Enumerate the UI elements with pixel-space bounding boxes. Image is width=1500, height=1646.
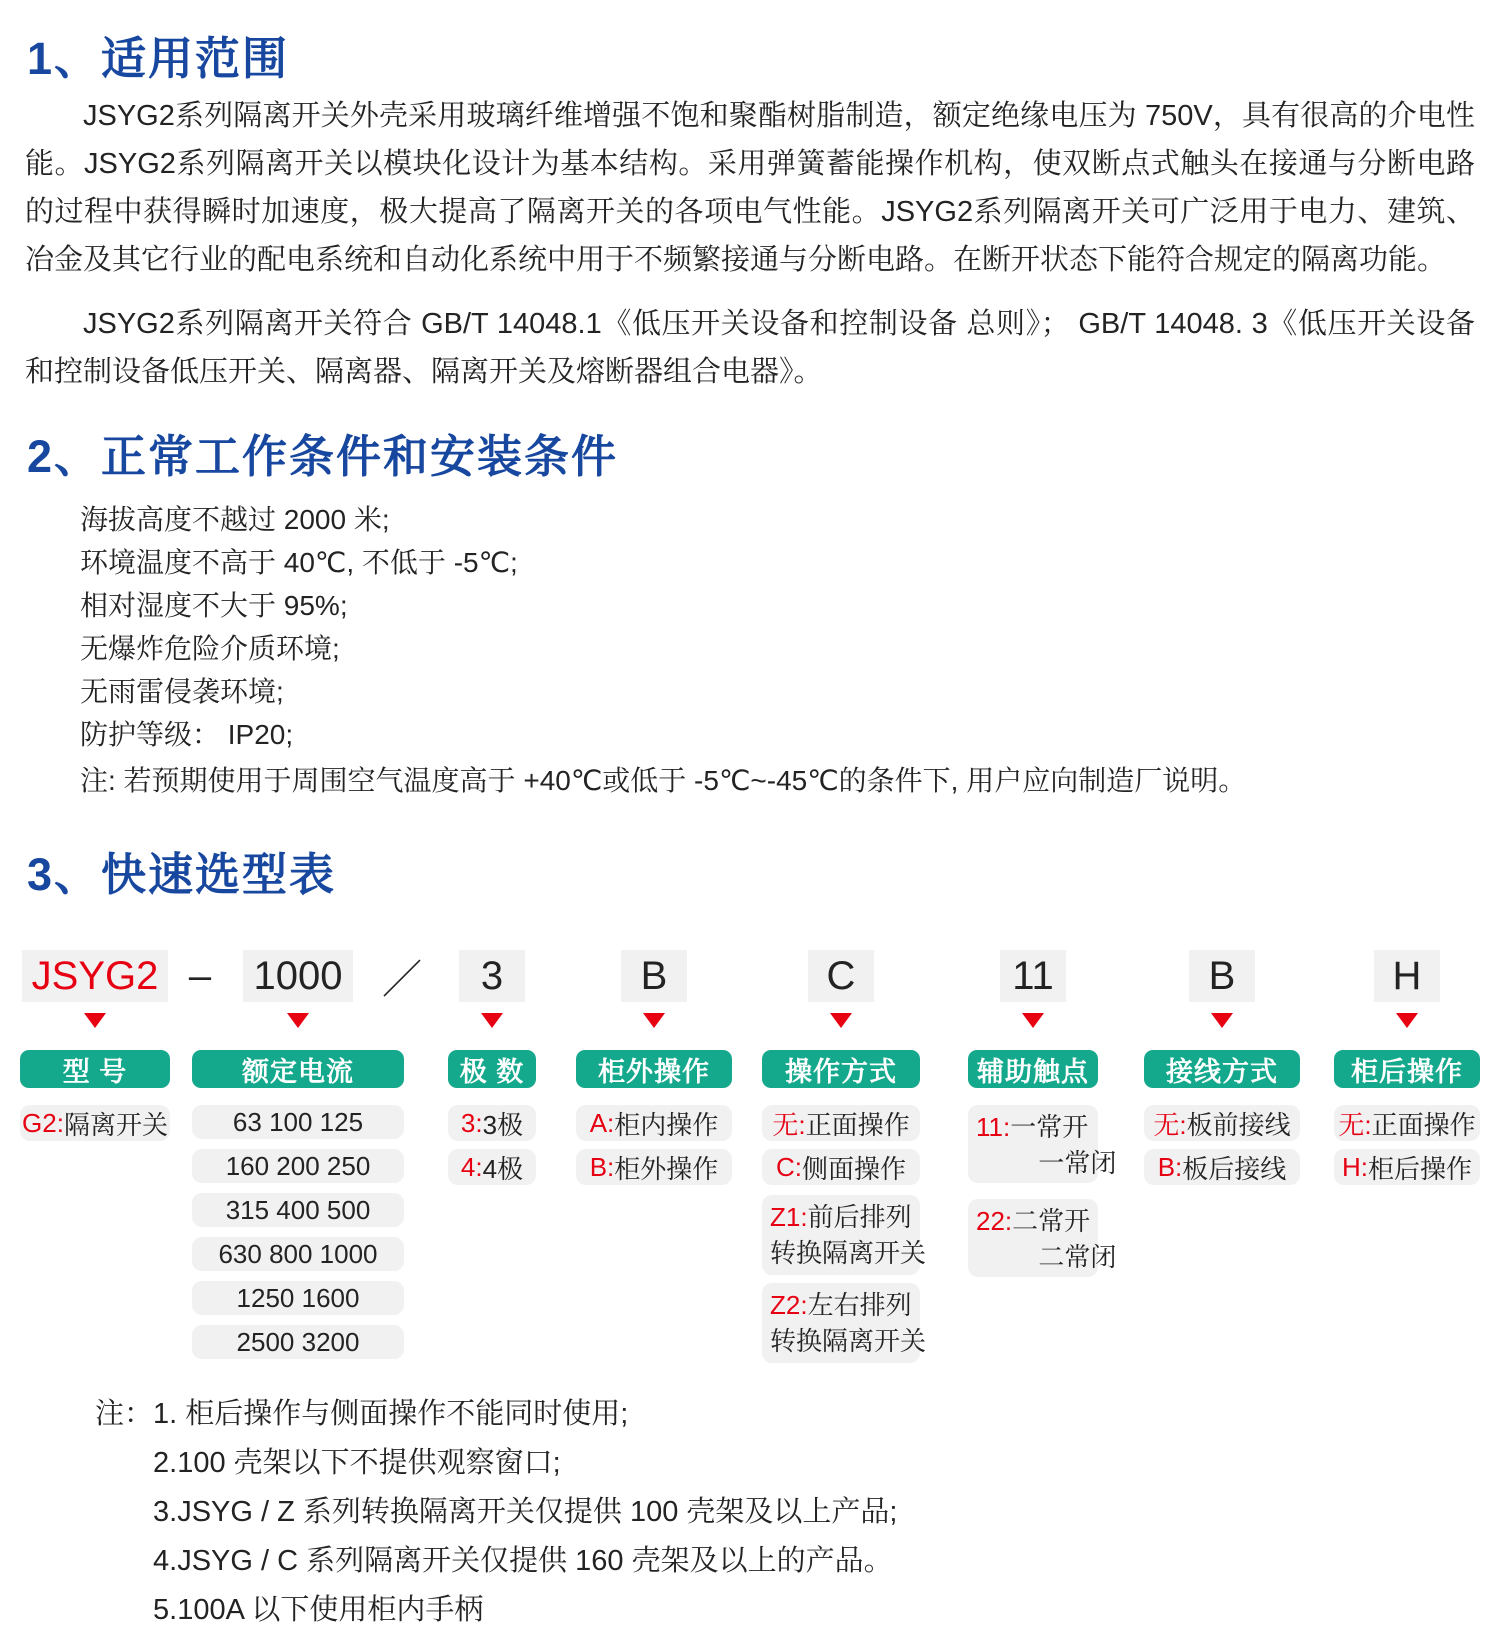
code-dash: – bbox=[188, 953, 212, 998]
option-box bbox=[192, 1237, 404, 1271]
option-label: 二常开 bbox=[1012, 1206, 1091, 1236]
column-header-opmode: 操作方式 bbox=[762, 1050, 920, 1088]
column-header-rear: 柜后操作 bbox=[1334, 1050, 1480, 1088]
option-code: 无: bbox=[1153, 1109, 1187, 1140]
option-box bbox=[968, 1199, 1117, 1277]
option-code: G2: bbox=[22, 1107, 64, 1138]
column-header-wiring: 接线方式 bbox=[1144, 1050, 1300, 1088]
option-code: C: bbox=[775, 1151, 802, 1182]
option-box bbox=[192, 1325, 404, 1359]
option-code: B: bbox=[589, 1151, 615, 1182]
option-label: 160 200 250 bbox=[225, 1150, 371, 1181]
option-label: 柜外操作 bbox=[614, 1153, 719, 1184]
code-opmode: C bbox=[808, 950, 874, 1002]
option-label: 前后排列 bbox=[807, 1202, 912, 1232]
option-box bbox=[1144, 1105, 1300, 1141]
option-code: Z1: bbox=[770, 1202, 808, 1232]
option-label: 柜后操作 bbox=[1367, 1153, 1472, 1184]
condition-item: 无爆炸危险介质环境; bbox=[80, 633, 340, 664]
column-header-model: 型 号 bbox=[20, 1050, 170, 1088]
option-box bbox=[448, 1105, 536, 1141]
code-aux: 11 bbox=[1000, 950, 1066, 1002]
option-label: 板后接线 bbox=[1182, 1153, 1287, 1184]
option-label: 柜内操作 bbox=[614, 1109, 719, 1140]
selection-notes bbox=[95, 1390, 897, 1635]
option-code: A: bbox=[589, 1107, 615, 1138]
option-label-line2: 转换隔离开关 bbox=[770, 1326, 927, 1356]
section1-paragraph-2: JSYG2系列隔离开关符合 GB/T 14048.1《低压开关设备和控制设备 总则》； GB/T 14048. 3《低压开关设备和控制设备低压开关、隔离器、隔离开关及熔断器组合电器》。 bbox=[25, 308, 1475, 388]
column-header-outside: 柜外操作 bbox=[576, 1050, 732, 1088]
option-box bbox=[448, 1149, 536, 1185]
notes-label: 注： bbox=[95, 1398, 154, 1430]
note-item: 2.100 壳架以下不提供观察窗口; bbox=[153, 1447, 561, 1479]
option-label: 1250 1600 bbox=[236, 1282, 360, 1313]
option-code: 3: bbox=[460, 1107, 483, 1138]
code-outside: B bbox=[621, 950, 687, 1002]
option-box bbox=[762, 1283, 927, 1363]
option-box bbox=[968, 1105, 1117, 1183]
option-label: 侧面操作 bbox=[801, 1153, 906, 1184]
code-rear: H bbox=[1374, 950, 1440, 1002]
option-box bbox=[20, 1105, 170, 1141]
option-label: 一常开 bbox=[1010, 1112, 1089, 1142]
condition-item: 防护等级： IP20; bbox=[80, 719, 294, 750]
option-label: 正面操作 bbox=[1371, 1109, 1476, 1140]
option-label-line2: 转换隔离开关 bbox=[770, 1238, 927, 1268]
column-header-current: 额定电流 bbox=[192, 1050, 404, 1088]
option-code: 22: bbox=[976, 1206, 1013, 1236]
section2-title: 2、正常工作条件和安装条件 bbox=[27, 431, 619, 482]
code-current: 1000 bbox=[243, 950, 353, 1002]
arrow-down-icon bbox=[84, 1013, 106, 1028]
option-box bbox=[762, 1105, 920, 1141]
column-header-poles: 极 数 bbox=[448, 1050, 536, 1088]
section3-title: 3、快速选型表 bbox=[27, 849, 337, 900]
option-box bbox=[1334, 1105, 1480, 1141]
option-label: 4极 bbox=[482, 1153, 524, 1184]
note-item: 5.100A 以下使用柜内手柄 bbox=[153, 1594, 484, 1626]
note-item: 3.JSYG / Z 系列转换隔离开关仅提供 100 壳架及以上产品; bbox=[153, 1496, 898, 1528]
option-box bbox=[192, 1149, 404, 1183]
option-code: 无: bbox=[772, 1109, 806, 1140]
condition-item: 海拔高度不越过 2000 米; bbox=[80, 504, 390, 535]
option-code: Z2: bbox=[770, 1290, 808, 1320]
option-label: 630 800 1000 bbox=[218, 1238, 378, 1269]
option-code: 4: bbox=[460, 1151, 483, 1182]
code-poles: 3 bbox=[459, 950, 525, 1002]
arrow-down-icon bbox=[1211, 1013, 1233, 1028]
notes-items bbox=[153, 1390, 897, 1635]
option-box bbox=[576, 1105, 732, 1141]
option-label: 315 400 500 bbox=[225, 1194, 371, 1225]
option-box bbox=[192, 1281, 404, 1315]
option-box bbox=[192, 1193, 404, 1227]
arrow-down-icon bbox=[643, 1013, 665, 1028]
model-selection-diagram bbox=[0, 950, 1500, 1382]
option-label: 板前接线 bbox=[1186, 1109, 1291, 1140]
option-box bbox=[1144, 1149, 1300, 1185]
option-label: 左右排列 bbox=[807, 1290, 912, 1320]
arrow-down-icon bbox=[830, 1013, 852, 1028]
option-label: 正面操作 bbox=[805, 1109, 910, 1140]
option-box bbox=[762, 1149, 920, 1185]
option-box bbox=[576, 1149, 732, 1185]
code-model: JSYG2 bbox=[22, 950, 168, 1002]
condition-item: 环境温度不高于 40℃, 不低于 -5℃; bbox=[80, 547, 518, 578]
option-code: B: bbox=[1157, 1151, 1183, 1182]
option-label: 63 100 125 bbox=[232, 1106, 364, 1137]
working-conditions-list bbox=[80, 498, 1246, 802]
condition-note: 注: 若预期使用于周围空气温度高于 +40℃或低于 -5℃~-45℃的条件下, 用户应向制造厂说明。 bbox=[80, 765, 1247, 796]
option-box bbox=[762, 1195, 927, 1275]
arrow-down-icon bbox=[287, 1013, 309, 1028]
note-item: 1. 柜后操作与侧面操作不能同时使用; bbox=[153, 1398, 629, 1430]
column-header-aux: 辅助触点 bbox=[968, 1050, 1098, 1088]
option-box bbox=[1334, 1149, 1480, 1185]
option-label: 2500 3200 bbox=[236, 1326, 360, 1357]
note-item: 4.JSYG / C 系列隔离开关仅提供 160 壳架及以上的产品。 bbox=[153, 1545, 893, 1577]
condition-item: 无雨雷侵袭环境; bbox=[80, 676, 284, 707]
option-label: 隔离开关 bbox=[63, 1109, 168, 1140]
arrow-down-icon bbox=[1022, 1013, 1044, 1028]
option-code: 无: bbox=[1338, 1109, 1372, 1140]
arrow-down-icon bbox=[1396, 1013, 1418, 1028]
option-label-line2: 二常闭 bbox=[1038, 1242, 1117, 1272]
code-wiring: B bbox=[1189, 950, 1255, 1002]
option-label: 3极 bbox=[482, 1109, 524, 1140]
arrow-down-icon bbox=[481, 1013, 503, 1028]
option-code: H: bbox=[1341, 1151, 1368, 1182]
section1-paragraph-1: JSYG2系列隔离开关外壳采用玻璃纤维增强不饱和聚酯树脂制造，额定绝缘电压为 750V，具有很高的介电性能。JSYG2系列隔离开关以模块化设计为基本结构。采用弹簧蓄能操作机构，使双断点式触头在接通与分断电路的过程中获得瞬时加速度，极大提高了隔离开关的各项电气性能。JSYG2系列隔离开关可广泛用于电力、建筑、冶金及其它行业的配电系统和自动化系统中用于不频繁接通与分断电路。在断开状态下能符合规定的隔离功能。 bbox=[25, 100, 1475, 276]
code-slash: ／ bbox=[382, 957, 422, 1002]
condition-item: 相对湿度不大于 95%; bbox=[80, 590, 348, 621]
option-box bbox=[192, 1105, 404, 1139]
option-label-line2: 一常闭 bbox=[1038, 1148, 1117, 1178]
option-code: 11: bbox=[976, 1112, 1011, 1142]
section1-title: 1、适用范围 bbox=[27, 33, 290, 84]
